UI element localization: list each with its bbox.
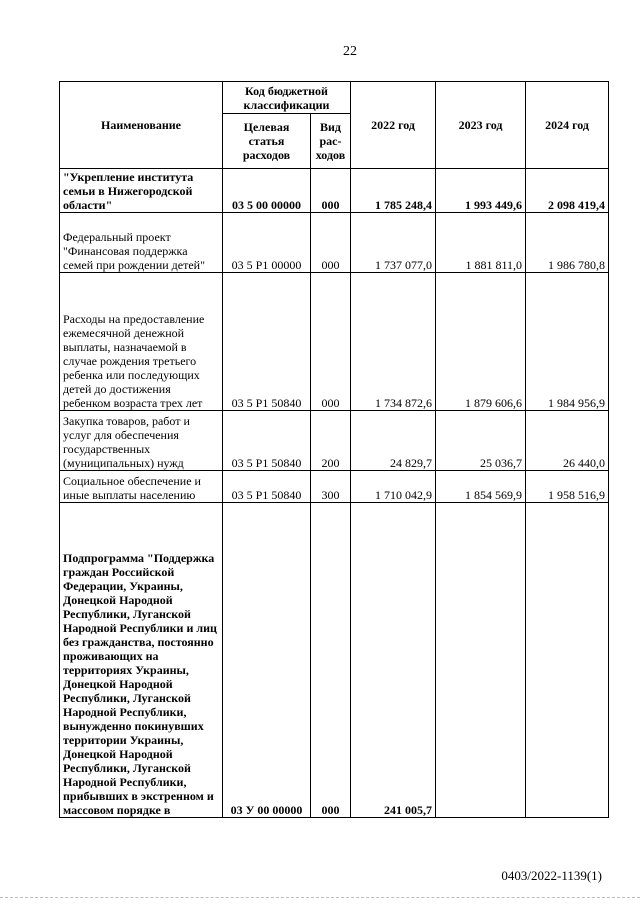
row-2022: 1 737 077,0 [351,213,436,273]
row-2023: 1 881 811,0 [436,213,526,273]
row-2024: 1 984 956,9 [526,273,609,411]
row-expense-type: 000 [311,273,351,411]
row-name: Закупка товаров, работ и услуг для обеспечения государственных (муниципальных) нужд [60,411,223,471]
row-target-article: 03 5 00 00000 [223,169,311,213]
row-expense-type: 000 [311,503,351,818]
document-code: 0403/2022-1139(1) [501,868,602,883]
row-target-article: 03 У 00 00000 [223,503,311,818]
row-name: Социальное обеспечение и иные выплаты населению [60,471,223,503]
header-year-2024: 2024 год [526,82,609,169]
row-2022: 1 785 248,4 [351,169,436,213]
header-budget-code: Код бюджетной классификации [223,82,351,114]
row-name: Федеральный проект "Финансовая поддержка семей при рождении детей" [60,213,223,273]
table-row [60,411,609,471]
row-expense-type: 000 [311,213,351,273]
row-name: Подпрограмма "Поддержка граждан Российской Федерации, Украины, Донецкой Народной Республики, Луганской Народной Республики и лиц без гражданства, постоянно проживающих на территориях Украины, Донецкой Народной Республики, Луганской Народной Республики, вынужденно покинувших территории Украины, Донецкой Народной Республики, Луганской Народной Республики, прибывших в экстренном и массовом порядке в [60,503,223,818]
row-target-article: 03 5 P1 50840 [223,471,311,503]
row-2022: 24 829,7 [351,411,436,471]
row-2022: 1 734 872,6 [351,273,436,411]
row-expense-type: 000 [311,169,351,213]
row-2024: 26 440,0 [526,411,609,471]
row-2023: 1 879 606,6 [436,273,526,411]
row-2023: 1 854 569,9 [436,471,526,503]
row-name: "Укрепление института семьи в Нижегородской области" [60,169,223,213]
header-name: Наименование [60,82,223,169]
table-row [60,213,609,273]
budget-table [59,81,609,818]
row-2023 [436,503,526,818]
row-2023: 25 036,7 [436,411,526,471]
row-name: Расходы на предоставление ежемесячной денежной выплаты, назначаемой в случае рождения третьего ребенка или последующих детей до достижения ребенком возраста трех лет [60,273,223,411]
table-row [60,471,609,503]
table-row [60,503,609,818]
table-row [60,273,609,411]
header-year-2022: 2022 год [351,82,436,169]
row-target-article: 03 5 P1 50840 [223,273,311,411]
row-2024 [526,503,609,818]
row-2024: 2 098 419,4 [526,169,609,213]
page-bottom-divider [0,897,640,898]
row-target-article: 03 5 P1 00000 [223,213,311,273]
header-year-2023: 2023 год [436,82,526,169]
row-expense-type: 200 [311,411,351,471]
page-number: 22 [343,44,357,59]
row-2022: 1 710 042,9 [351,471,436,503]
row-2024: 1 986 780,8 [526,213,609,273]
row-2022: 241 005,7 [351,503,436,818]
header-target-article: Целевая статья расходов [223,114,311,169]
header-expense-type: Вид рас-ходов [311,114,351,169]
row-expense-type: 300 [311,471,351,503]
table-row [60,169,609,213]
row-2024: 1 958 516,9 [526,471,609,503]
row-target-article: 03 5 P1 50840 [223,411,311,471]
row-2023: 1 993 449,6 [436,169,526,213]
